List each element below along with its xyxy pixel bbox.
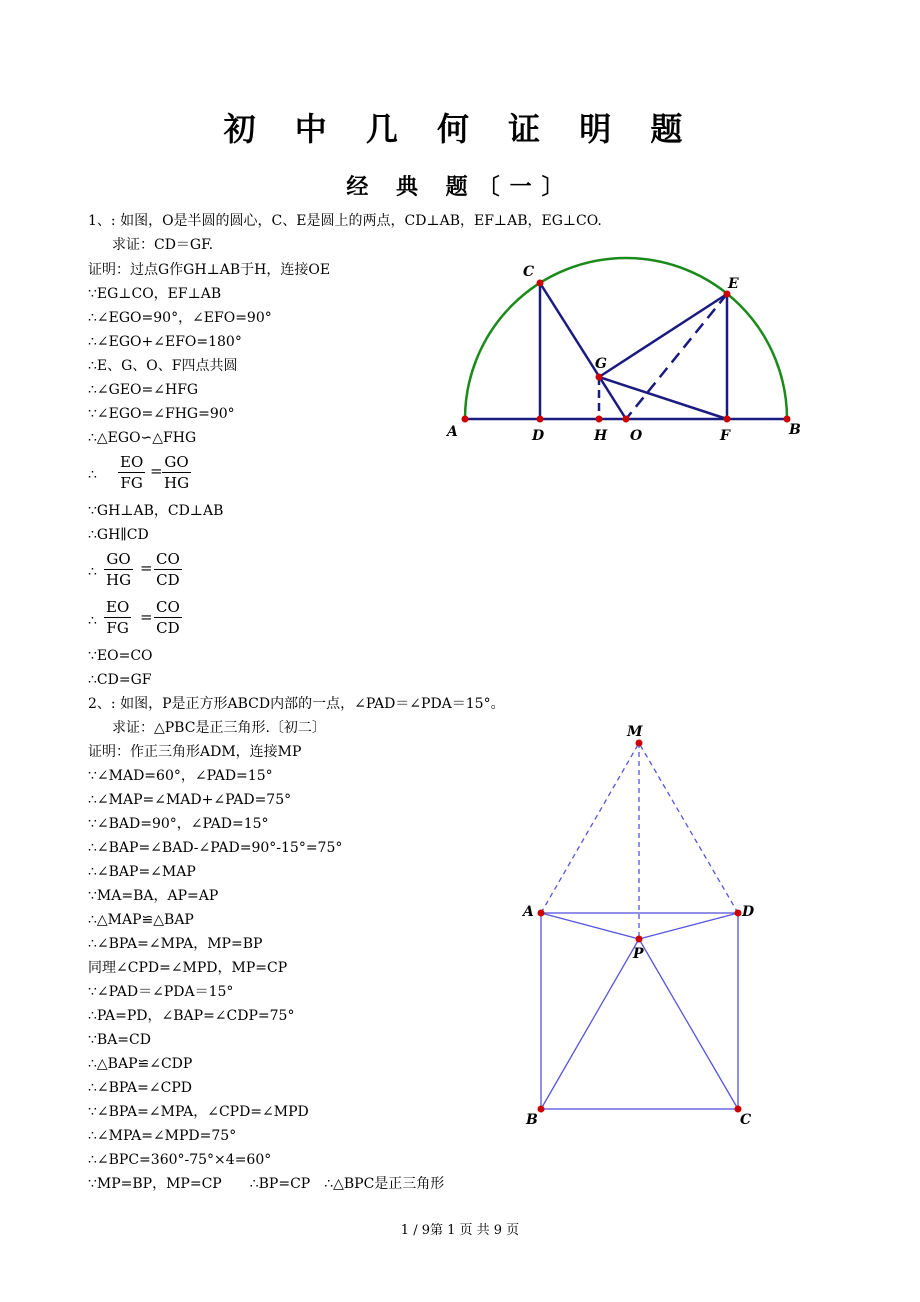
proof2-line: ∴△MAP≌△BAP <box>88 912 194 928</box>
proof1-line: ∴E、G、O、F四点共圆 <box>88 358 238 374</box>
problem1-statement: 1、: 如图，O是半圆的圆心，C、E是圆上的两点，CD⊥AB，EF⊥AB，EG⊥CO. <box>88 213 602 229</box>
proof1-line: ∴GH∥CD <box>88 527 149 543</box>
proof1-line: ∴CD=GF <box>88 672 152 688</box>
section-title: 经 典 题〔一〕 <box>346 175 574 200</box>
label-B: B <box>526 1112 538 1128</box>
proof2-line: ∴△BAP≌∠CDP <box>88 1056 193 1072</box>
label-D: D <box>742 904 755 920</box>
label-C: C <box>740 1112 752 1128</box>
proof2-line: ∵∠BAD=90°，∠PAD=15° <box>88 816 269 832</box>
segment-AP <box>541 913 639 939</box>
label-E: E <box>728 276 739 292</box>
proof2-line: ∴PA=PD，∠BAP=∠CDP=75° <box>88 1008 295 1024</box>
page-title: 初 中 几 何 证 明 题 <box>223 110 697 148</box>
proof2-line: ∴∠MAP=∠MAD+∠PAD=75° <box>88 792 292 808</box>
segment-GF <box>599 377 727 419</box>
proof1-line: ∵EG⊥CO，EF⊥AB <box>88 286 222 302</box>
label-D: D <box>532 428 545 444</box>
problem1-goal: 求证：CD＝GF. <box>112 237 214 253</box>
label-H: H <box>594 428 608 444</box>
label-P: P <box>633 946 644 962</box>
proof2-line: ∴∠MPA=∠MPD=75° <box>88 1128 237 1144</box>
label-C: C <box>523 264 535 280</box>
proof2-line: ∴∠BPA=∠MPA，MP=BP <box>88 936 263 952</box>
figure-square <box>521 724 755 1128</box>
therefore-symbol: ∴ <box>88 564 97 580</box>
segment-OE-dashed <box>626 294 727 419</box>
proof1-line: ∴∠EGO=90°，∠EFO=90° <box>88 310 272 326</box>
label-G: G <box>595 356 607 372</box>
semicircle-arc <box>465 258 787 419</box>
proof2-line: ∵∠MAD=60°，∠PAD=15° <box>88 768 273 784</box>
therefore-symbol: ∴ <box>88 467 97 483</box>
figure-semicircle <box>445 258 801 444</box>
proof1-line: ∵GH⊥AB，CD⊥AB <box>88 503 224 519</box>
segment-BP <box>541 939 639 1109</box>
proof2-line: ∵MP=BP，MP=CP ∴BP=CP ∴△BPC是正三角形 <box>88 1176 445 1192</box>
proof2-line: ∴∠BAP=∠BAD-∠PAD=90°-15°=75° <box>88 840 343 856</box>
proof2-line: ∵∠BPA=∠MPA，∠CPD=∠MPD <box>88 1104 309 1120</box>
fraction: $\frac{GO}{HG}$ <box>106 550 132 589</box>
fraction: $\frac{CO}{CD}$ <box>156 550 180 589</box>
label-O: O <box>630 428 643 444</box>
figure1-points <box>462 280 791 423</box>
segment-CP <box>639 939 738 1109</box>
proof2-line: ∵∠PAD＝∠PDA＝15° <box>88 984 234 1000</box>
proof1-line: 证明：过点G作GH⊥AB于H，连接OE <box>88 262 331 278</box>
proof2-line: ∵BA=CD <box>88 1032 151 1048</box>
fraction: $\frac{EO}{FG}$ <box>120 453 144 492</box>
label-A: A <box>523 904 534 920</box>
proof2-line: ∴∠BPC=360°-75°×4=60° <box>88 1152 272 1168</box>
equals-sign: = <box>140 608 153 626</box>
segment-DM-dashed <box>639 743 738 913</box>
therefore-symbol: ∴ <box>88 613 97 629</box>
proof1-line: ∴∠EGO+∠EFO=180° <box>88 334 242 350</box>
fraction: $\frac{CO}{CD}$ <box>156 598 180 637</box>
proof2-line: ∴∠BAP=∠MAP <box>88 864 196 880</box>
segment-EG <box>599 294 727 377</box>
proof2-line: 证明：作正三角形ADM，连接MP <box>88 744 302 760</box>
proof2-line: ∴∠BPA=∠CPD <box>88 1080 192 1096</box>
fraction: $\frac{GO}{HG}$ <box>164 453 190 492</box>
page-footer: 1 / 9第 1 页 共 9 页 <box>400 1223 520 1238</box>
proof1-line: ∵∠EGO=∠FHG=90° <box>88 406 235 422</box>
proof2-line: ∵MA=BA，AP=AP <box>88 888 219 904</box>
label-M: M <box>627 724 643 740</box>
equals-sign: = <box>140 559 153 577</box>
equals-sign: = <box>150 462 163 480</box>
proof1-line: ∵EO=CO <box>88 648 153 664</box>
fraction: $\frac{EO}{FG}$ <box>106 598 130 637</box>
label-A: A <box>447 424 458 440</box>
proof1-line: ∴∠GEO=∠HFG <box>88 382 199 398</box>
label-B: B <box>789 422 801 438</box>
segment-CO <box>540 283 626 419</box>
label-F: F <box>720 428 730 444</box>
segment-AM-dashed <box>541 743 639 913</box>
proof1-line: ∴△EGO∽△FHG <box>88 430 197 446</box>
proof2-line: 同理∠CPD=∠MPD，MP=CP <box>88 960 288 976</box>
segment-DP <box>639 913 738 939</box>
problem2-statement: 2、: 如图，P是正方形ABCD内部的一点，∠PAD＝∠PDA＝15°。 <box>88 696 505 712</box>
problem2-goal: 求证：△PBC是正三角形.〔初二〕 <box>112 720 326 736</box>
